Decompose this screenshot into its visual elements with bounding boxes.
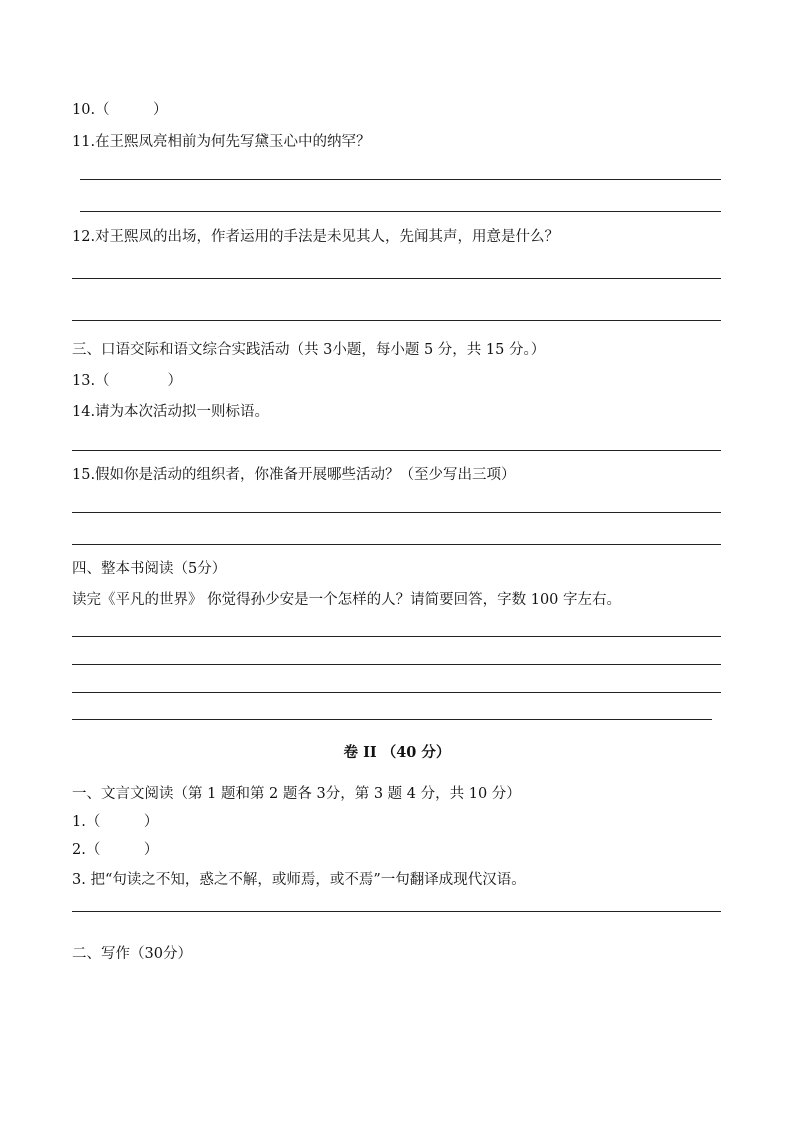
classical-section-heading: 一、文言文阅读（第 1 题和第 2 题各 3分，第 3 题 4 分，共 10 分） (72, 786, 521, 802)
q11-answer-line-1[interactable] (80, 179, 721, 180)
q12-answer-line-1[interactable] (72, 278, 721, 279)
q15-text: 15.假如你是活动的组织者，你准备开展哪些活动？（至少写出三项） (72, 467, 516, 483)
q12-text: 12.对王熙凤的出场，作者运用的手法是未见其人，先闻其声，用意是什么？ (72, 229, 560, 245)
section4-answer-line-2[interactable] (72, 664, 721, 665)
volume2-title: 卷 II （40 分） (343, 744, 451, 761)
section4-answer-line-1[interactable] (72, 636, 721, 637)
c1-line: 1.（ ） (72, 814, 159, 830)
c3-answer-line[interactable] (72, 911, 721, 912)
q15-answer-line-2[interactable] (72, 544, 721, 545)
q15-answer-line-1[interactable] (72, 512, 721, 513)
section4-answer-line-3[interactable] (72, 692, 721, 693)
q13-line: 13.（ ） (72, 373, 183, 389)
q11-answer-line-2[interactable] (80, 211, 721, 212)
writing-section-heading: 二、写作（30分） (72, 946, 192, 962)
q12-answer-line-2[interactable] (72, 320, 721, 321)
section3-heading: 三、口语交际和语文综合实践活动（共 3小题，每小题 5 分，共 15 分。） (72, 342, 546, 358)
q14-answer-line[interactable] (72, 450, 721, 451)
c3-text: 3. 把“句读之不知，惑之不解，或师焉，或不焉”一句翻译成现代汉语。 (72, 872, 526, 888)
section4-answer-line-4[interactable] (72, 719, 712, 720)
q10-line: 10.（ ） (72, 102, 168, 118)
section4-heading: 四、整本书阅读（5分） (72, 561, 227, 577)
c2-line: 2.（ ） (72, 842, 159, 858)
q11-text: 11.在王熙凤亮相前为何先写黛玉心中的纳罕？ (72, 134, 371, 150)
section4-prompt: 读完《平凡的世界》 你觉得孙少安是一个怎样的人？请简要回答，字数 100 字左右。 (72, 592, 622, 608)
q14-text: 14.请为本次活动拟一则标语。 (72, 404, 270, 420)
